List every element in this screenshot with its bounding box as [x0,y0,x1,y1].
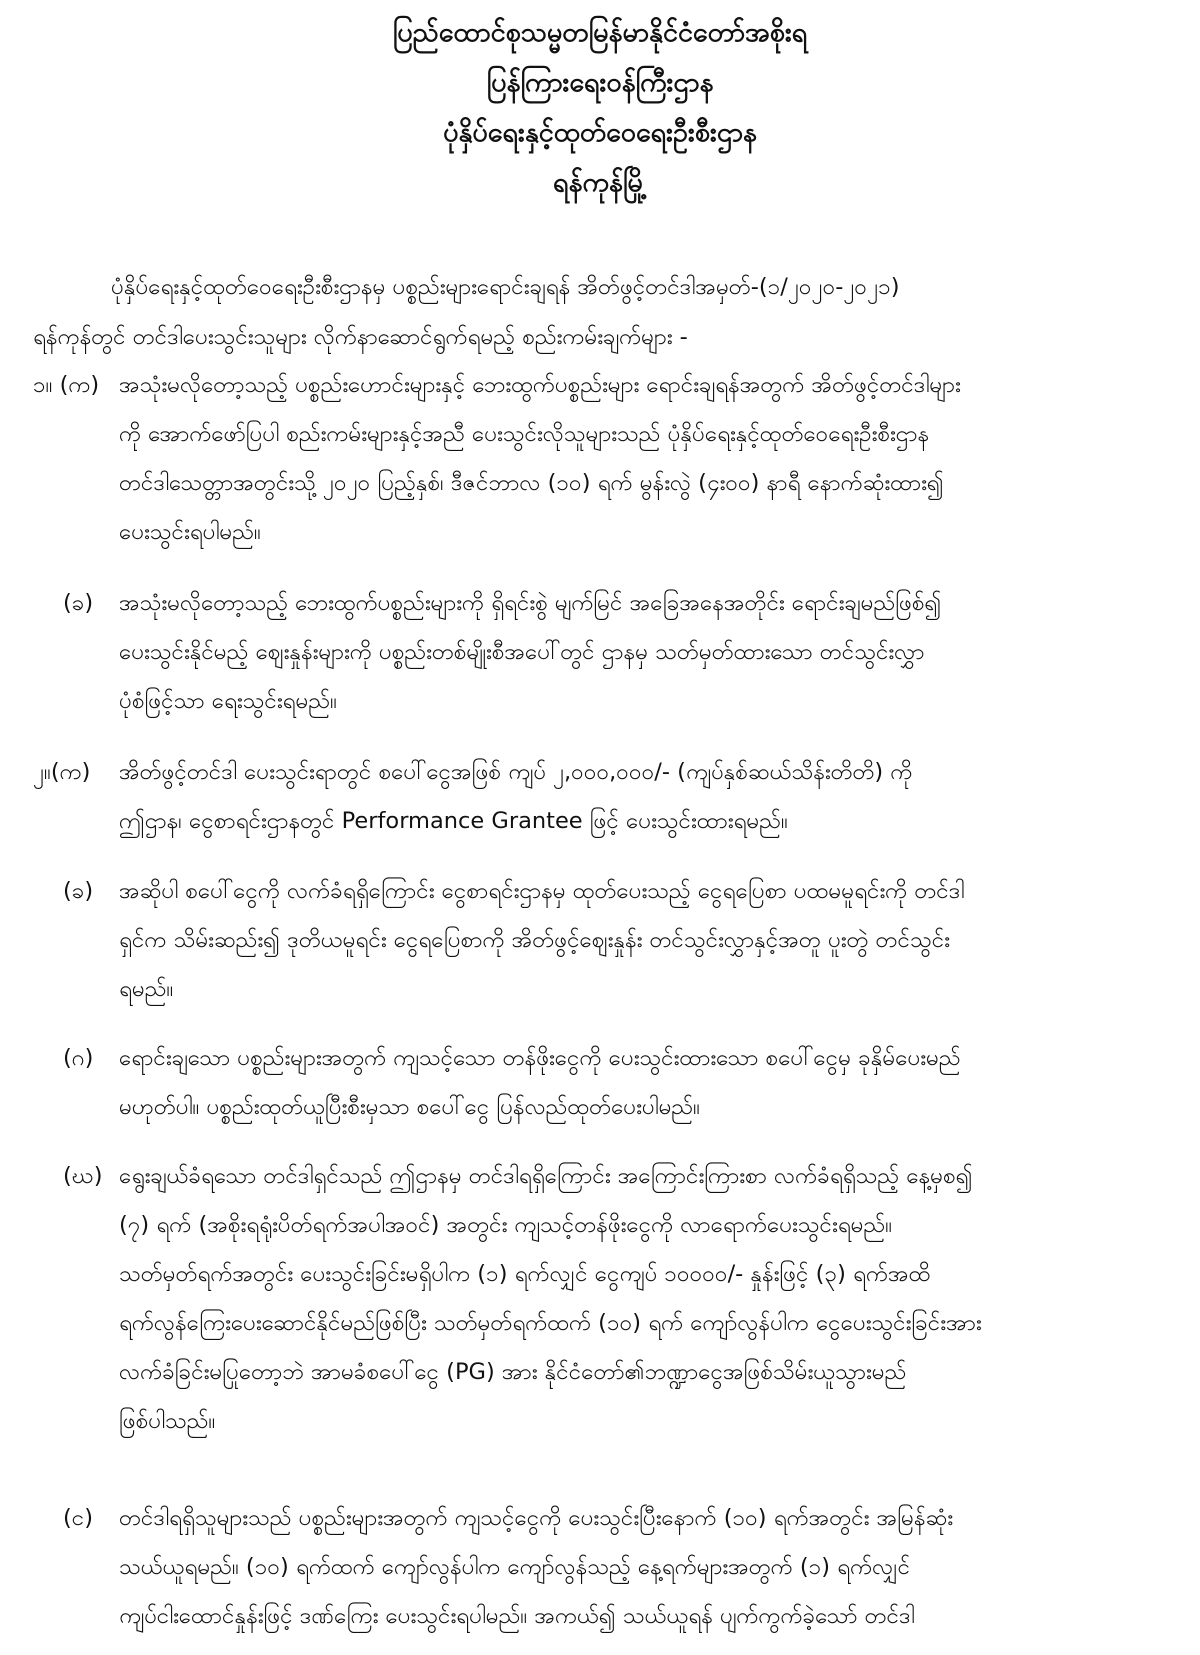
clause-line: ပေးသွင်းရပါမည်။ [119,519,261,545]
government-title: ပြည်ထောင်စုသမ္မတမြန်မာနိုင်ငံတော်အစိုးရ [392,17,808,48]
document-header [0,8,1200,208]
city-title: ရန်ကုန်မြို့ [553,167,647,198]
intro-line: ရန်ကုန်တွင် တင်ဒါပေးသွင်းသူများ လိုက်နာဆောင်ရွက်ရမည့် စည်းကမ်းချက်များ - [33,324,688,350]
clause-line: (၇) ရက် (အစိုးရရုံးပိတ်ရက်အပါအဝင်) အတွင်း ကျသင့်တန်ဖိုးငွေကို လာရောက်ပေးသွင်းရမည်။ [119,1212,893,1238]
clause-line: ရှင်က သိမ်းဆည်း၍ ဒုတိယမူရင်း ငွေရပြေစာကို အိတ်ဖွင့်ဈေးနှုန်း တင်သွင်းလွှာနှင့်အတူ ပူးတွဲ တင်သွင်း [119,927,950,953]
clause-line: ကို အောက်ဖော်ပြပါ စည်းကမ်းများနှင့်အညီ ပေးသွင်းလိုသူများသည် ပုံနှိပ်ရေးနှင့်ထုတ်ဝေရေးဦးစီးဌာန [119,421,930,447]
intro-line: ပုံနှိပ်ရေးနှင့်ထုတ်ဝေရေးဦးစီးဌာနမှ ပစ္စည်းများရောင်းချရန် အိတ်ဖွင့်တင်ဒါအမှတ်-(၁/၂၀၂၀-၂၀၂၁) [111,274,900,300]
clause-line: မဟုတ်ပါ။ ပစ္စည်းထုတ်ယူပြီးစီးမှသာ စပေါ်ငွေ ပြန်လည်ထုတ်ပေးပါမည်။ [119,1094,700,1120]
clause-2-gha [63,1152,1173,1446]
clause-marker: (င) [63,1505,94,1531]
clause-line: သယ်ယူရမည်။ (၁၀) ရက်ထက် ကျော်လွန်ပါက ကျော်လွန်သည့် နေ့ရက်များအတွက် (၁) ရက်လျှင် [119,1554,911,1580]
clause-line: ဖြစ်ပါသည်။ [119,1408,216,1434]
clause-line: ပေးသွင်းနိုင်မည့် ဈေးနှုန်းများကို ပစ္စည်းတစ်မျိုးစီအပေါ်တွင် ဌာနမှ သတ်မှတ်ထားသော တင်သွင်းလွှာ [119,639,925,665]
clause-2-ga [63,1034,1173,1132]
clause-line: တင်ဒါသေတ္တာအတွင်းသို့ ၂၀၂၀ ပြည့်နှစ်၊ ဒီဇင်ဘာလ (၁၀) ရက် မွန်းလွဲ (၄း၀၀) နာရီ နောက်ဆုံးထား၍ [119,470,944,496]
clause-1-kha [63,579,1173,726]
clause-line: ရမည်။ [119,976,174,1002]
clause-2-ka [33,748,1143,846]
clause-marker: ၂။(က) [33,759,91,785]
clause-marker: (ခ) [63,878,94,904]
ministry-title: ပြန်ကြားရေးဝန်ကြီးဌာန [486,67,714,98]
clause-line: သတ်မှတ်ရက်အတွင်း ပေးသွင်းခြင်းမရှိပါက (၁) ရက်လျှင် ငွေကျပ် ၁၀၀၀၀/- နှုန်းဖြင့် (၃) ရက်အထိ [119,1261,931,1287]
clause-line: ရက်လွန်ကြေးပေးဆောင်နိုင်မည်ဖြစ်ပြီး သတ်မှတ်ရက်ထက် (၁၀) ရက် ကျော်လွန်ပါက ငွေပေးသွင်းခြင်းအား [119,1310,982,1336]
department-title: ပုံနှိပ်ရေးနှင့်ထုတ်ဝေရေးဦးစီးဌာန [443,117,757,148]
clause-marker: ၁။ (က) [33,372,100,398]
clause-line: အိတ်ဖွင့်တင်ဒါ ပေးသွင်းရာတွင် စပေါ်ငွေအဖြစ် ကျပ် ၂,၀၀၀,၀၀၀/- (ကျပ်နှစ်ဆယ်သိန်းတိတိ) ကို [119,759,913,785]
clause-line: ဤဌာန၊ ငွေစာရင်းဌာနတွင် Performance Grantee ဖြင့် ပေးသွင်းထားရမည်။ [119,808,788,834]
clause-line: ကျပ်ငါးထောင်နှုန်းဖြင့် ဒဏ်ကြေး ပေးသွင်းရပါမည်။ အကယ်၍ သယ်ယူရန် ပျက်ကွက်ခဲ့သော် တင်ဒါ [119,1603,915,1629]
clause-line: အသုံးမလိုတော့သည့် ဘေးထွက်ပစ္စည်းများကို ရှိရင်းစွဲ မျက်မြင် အခြေအနေအတိုင်း ရောင်းချမည်ဖြစ်၍ [119,590,942,616]
clause-line: အသုံးမလိုတော့သည့် ပစ္စည်းဟောင်းများနှင့် ဘေးထွက်ပစ္စည်းများ ရောင်းချရန်အတွက် အိတ်ဖွင့်တင်ဒါများ [119,372,961,398]
clause-line: တင်ဒါရရှိသူများသည် ပစ္စည်းများအတွက် ကျသင့်ငွေကို ပေးသွင်းပြီးနောက် (၁၀) ရက်အတွင်း အမြန်ဆုံး [119,1505,953,1531]
clause-line: အဆိုပါ စပေါ်ငွေကို လက်ခံရရှိကြောင်း ငွေစာရင်းဌာနမှ ထုတ်ပေးသည့် ငွေရပြေစာ ပထမမူရင်းကို တင်ဒါ [119,878,965,904]
clause-2-nga [63,1494,1173,1641]
clause-1-ka [33,361,1143,557]
clause-line: ရွေးချယ်ခံရသော တင်ဒါရှင်သည် ဤဌာနမှ တင်ဒါရရှိကြောင်း အကြောင်းကြားစာ လက်ခံရရှိသည့် နေ့မှစ၍ [119,1163,973,1189]
clause-line: ပုံစံဖြင့်သာ ရေးသွင်းရမည်။ [119,688,337,714]
clause-marker: (ခ) [63,590,94,616]
clause-marker: (ဃ) [63,1163,103,1189]
clause-line: ရောင်းချသော ပစ္စည်းများအတွက် ကျသင့်သော တန်ဖိုးငွေကို ပေးသွင်းထားသော စပေါ်ငွေမှ ခုနှိမ်ပေးမည် [119,1045,961,1071]
clause-2-kha [63,867,1173,1014]
clause-marker: (ဂ) [63,1045,94,1071]
intro-paragraph [33,262,1133,362]
clause-line: လက်ခံခြင်းမပြုတော့ဘဲ အာမခံစပေါ်ငွေ (PG) အား နိုင်ငံတော်၏ဘဏ္ဍာငွေအဖြစ်သိမ်းယူသွားမည် [119,1359,907,1385]
